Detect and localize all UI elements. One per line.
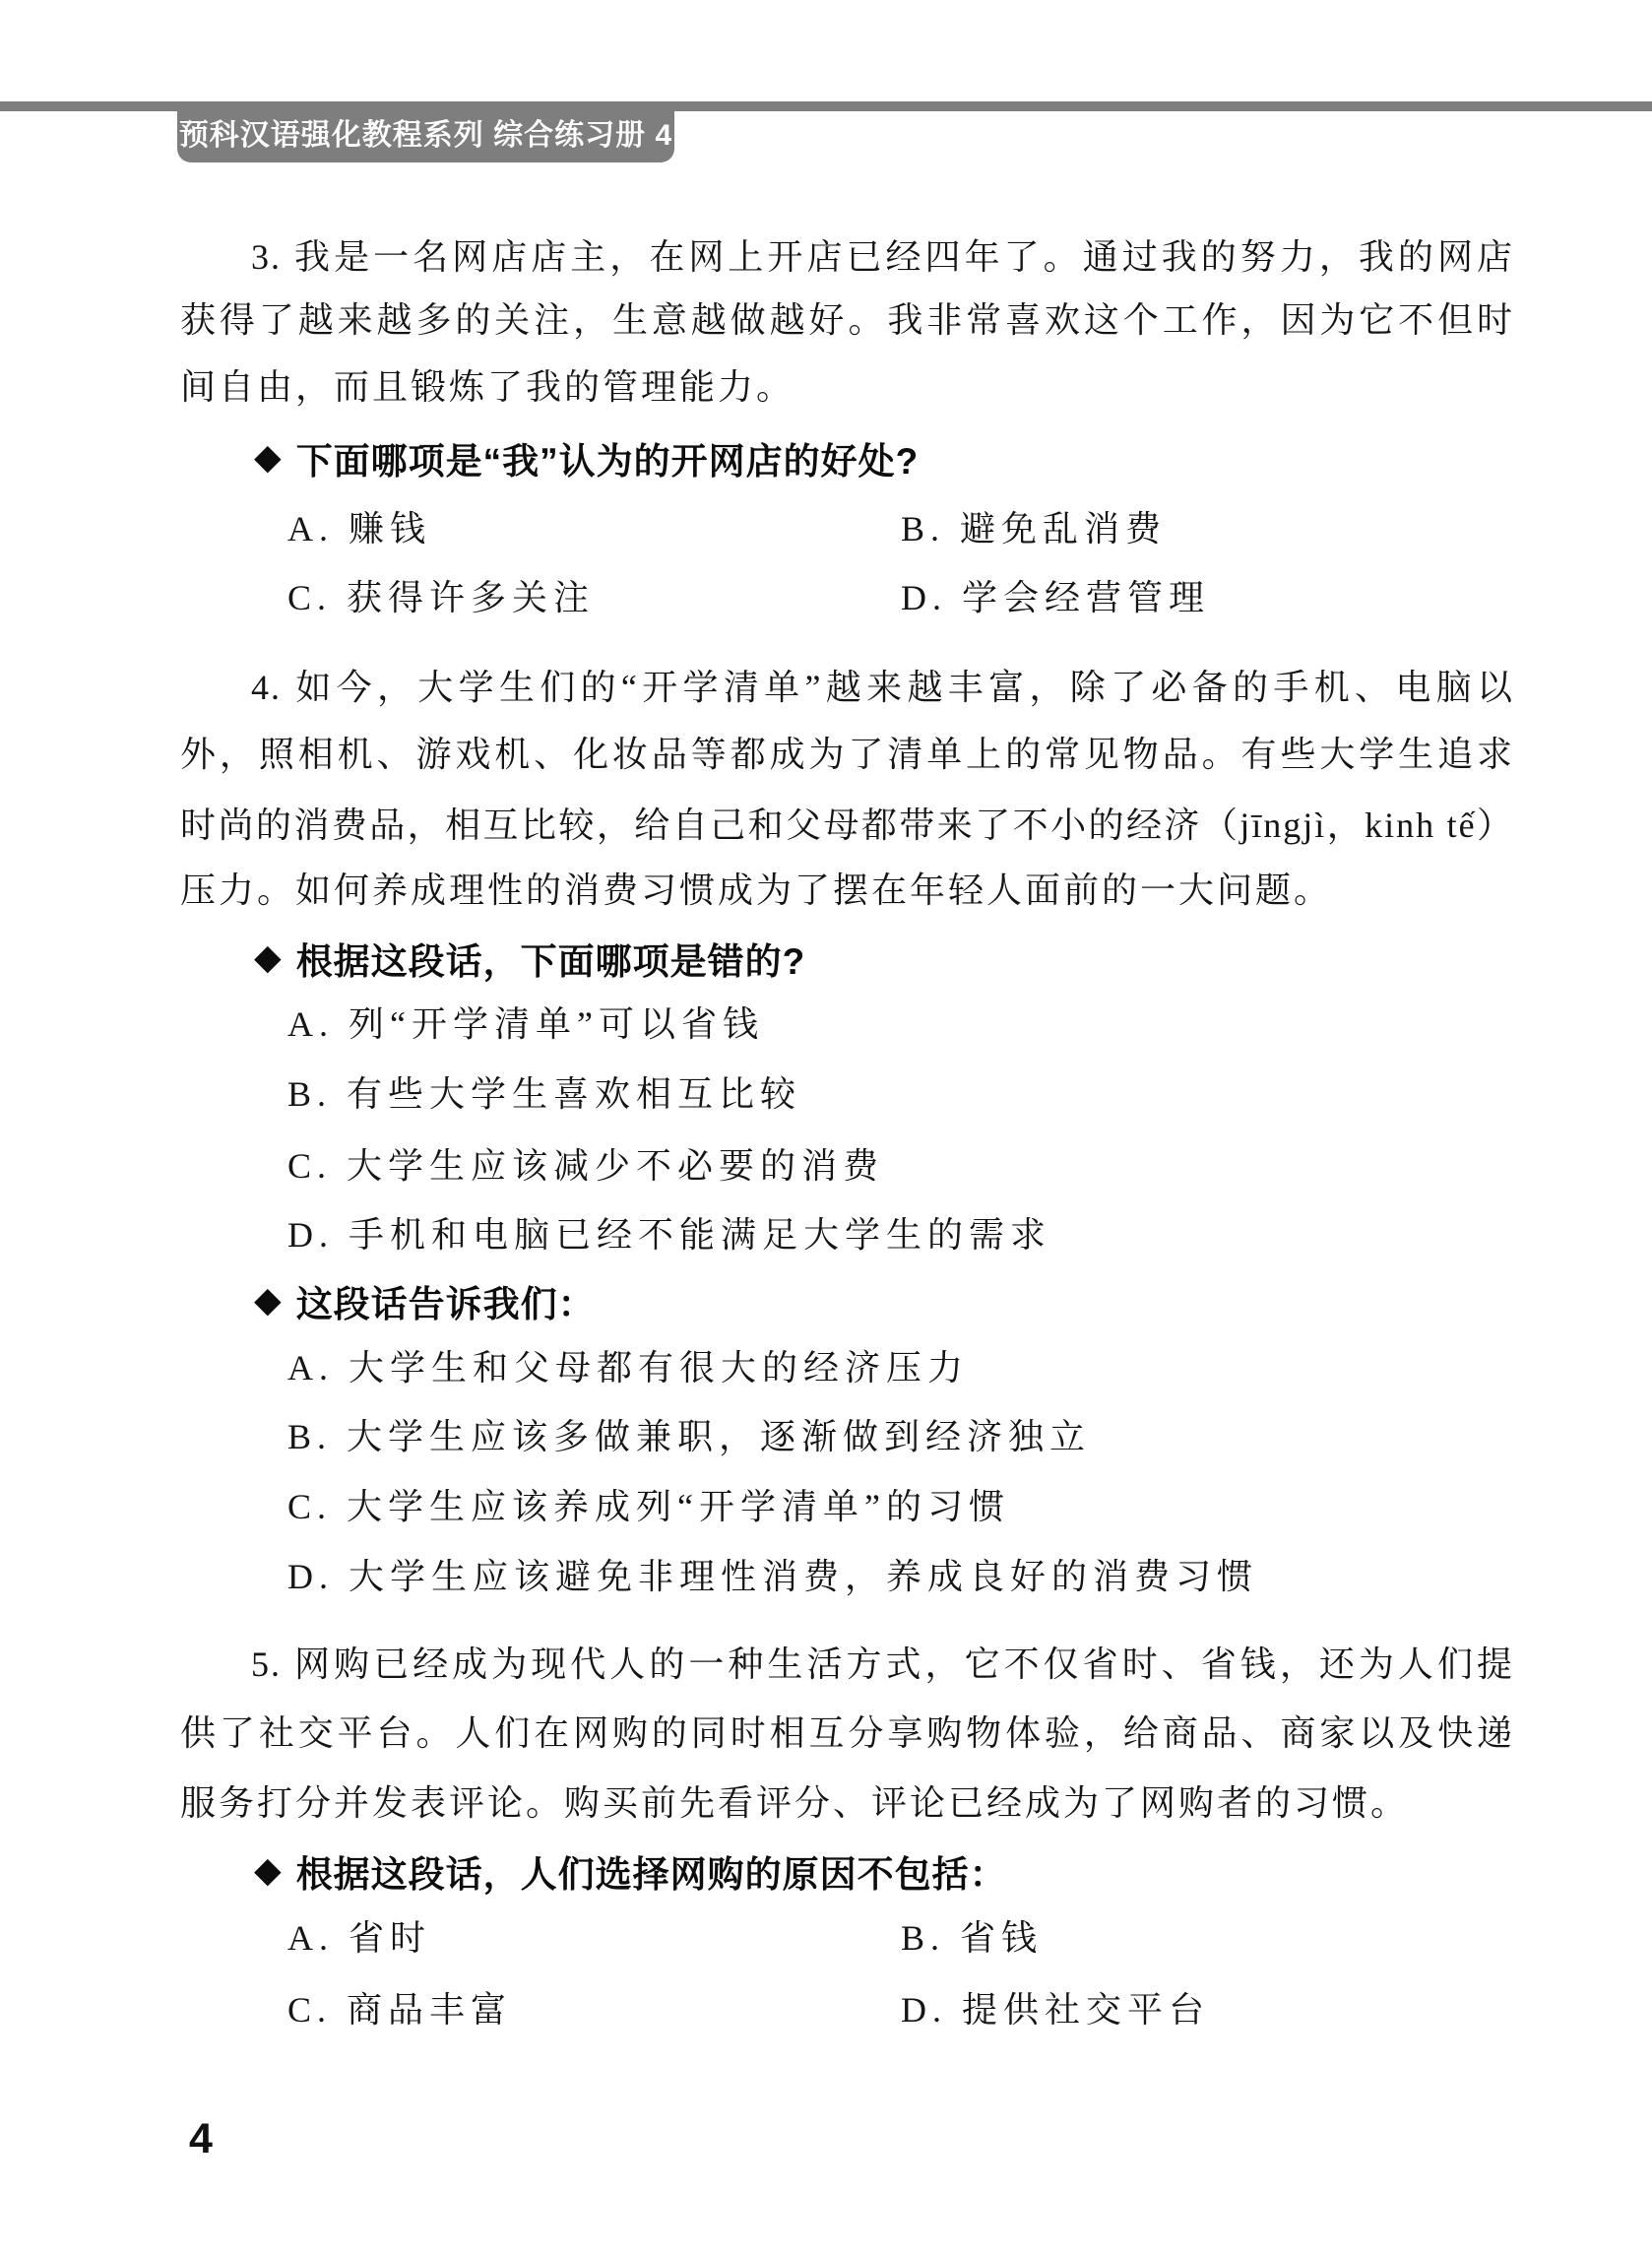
q4a-option-c: C. 大学生应该减少不必要的消费: [287, 1146, 885, 1186]
q3-prompt: [254, 436, 919, 480]
q4b-option-a: A. 大学生和父母都有很大的经济压力: [287, 1348, 969, 1387]
page-number: 4: [189, 2115, 213, 2162]
q5-prompt-label: 根据这段话，人们选择网购的原因不包括：: [295, 1854, 1007, 1895]
q4-paragraph-line-3: 时尚的消费品，相互比较，给自己和父母都带来了不小的经济（jīngjì，kinh tế）: [180, 806, 1514, 845]
q4a-option-b: B. 有些大学生喜欢相互比较: [287, 1074, 802, 1114]
q4-prompt-2: [254, 1279, 596, 1322]
q3-option-b: B. 避免乱消费: [901, 509, 1168, 548]
q3-option-c: C. 获得许多关注: [287, 578, 596, 617]
q5-option-d: D. 提供社交平台: [901, 1990, 1210, 2030]
q4-paragraph-line-1: 4. 如今，大学生们的“开学清单”越来越丰富，除了必备的手机、电脑以: [251, 668, 1514, 707]
q4-paragraph-line-4: 压力。如何养成理性的消费习惯成为了摆在年轻人面前的一大问题。: [180, 871, 1333, 910]
q4a-option-a: A. 列“开学清单”可以省钱: [287, 1004, 764, 1044]
q4b-option-c: C. 大学生应该养成列“开学清单”的习惯: [287, 1487, 1010, 1526]
q5-option-b: B. 省钱: [901, 1918, 1044, 1958]
diamond-bullet-icon: ◆: [254, 437, 283, 478]
q5-paragraph-line-3: 服务打分并发表评论。购买前先看评分、评论已经成为了网购者的习惯。: [180, 1783, 1410, 1823]
q3-prompt-label: 下面哪项是“我”认为的开网店的好处?: [295, 441, 920, 482]
header-badge: [177, 101, 674, 162]
q3-option-d: D. 学会经营管理: [901, 578, 1210, 617]
q3-paragraph-line-1: 3. 我是一名网店店主，在网上开店已经四年了。通过我的努力，我的网店: [251, 237, 1514, 277]
diamond-bullet-icon: ◆: [254, 1850, 283, 1891]
header-title: 预科汉语强化教程系列 综合练习册 4: [178, 119, 673, 152]
diamond-bullet-icon: ◆: [254, 1280, 283, 1321]
q5-option-c: C. 商品丰富: [287, 1990, 513, 2030]
q5-prompt: [254, 1849, 1007, 1893]
q4-prompt-1-label: 根据这段话，下面哪项是错的?: [295, 941, 806, 982]
q4-paragraph-line-2: 外，照相机、游戏机、化妆品等都成为了清单上的常见物品。有些大学生追求: [180, 735, 1514, 774]
q5-paragraph-line-2: 供了社交平台。人们在网购的同时相互分享购物体验，给商品、商家以及快递: [180, 1713, 1514, 1753]
q5-paragraph-line-1: 5. 网购已经成为现代人的一种生活方式，它不仅省时、省钱，还为人们提: [251, 1644, 1514, 1684]
q4-prompt-1: [254, 936, 805, 980]
q3-paragraph-line-2: 获得了越来越多的关注，生意越做越好。我非常喜欢这个工作，因为它不但时: [180, 300, 1514, 340]
q4a-option-d: D. 手机和电脑已经不能满足大学生的需求: [287, 1215, 1051, 1255]
q3-option-a: A. 赚钱: [287, 509, 431, 548]
q4b-option-d: D. 大学生应该避免非理性消费，养成良好的消费习惯: [287, 1557, 1258, 1596]
diamond-bullet-icon: ◆: [254, 937, 283, 978]
q3-paragraph-line-3: 间自由，而且锻炼了我的管理能力。: [180, 367, 795, 407]
q4-prompt-2-label: 这段话告诉我们：: [295, 1284, 596, 1324]
q4b-option-b: B. 大学生应该多做兼职，逐渐做到经济独立: [287, 1417, 1092, 1456]
q5-option-a: A. 省时: [287, 1918, 431, 1958]
